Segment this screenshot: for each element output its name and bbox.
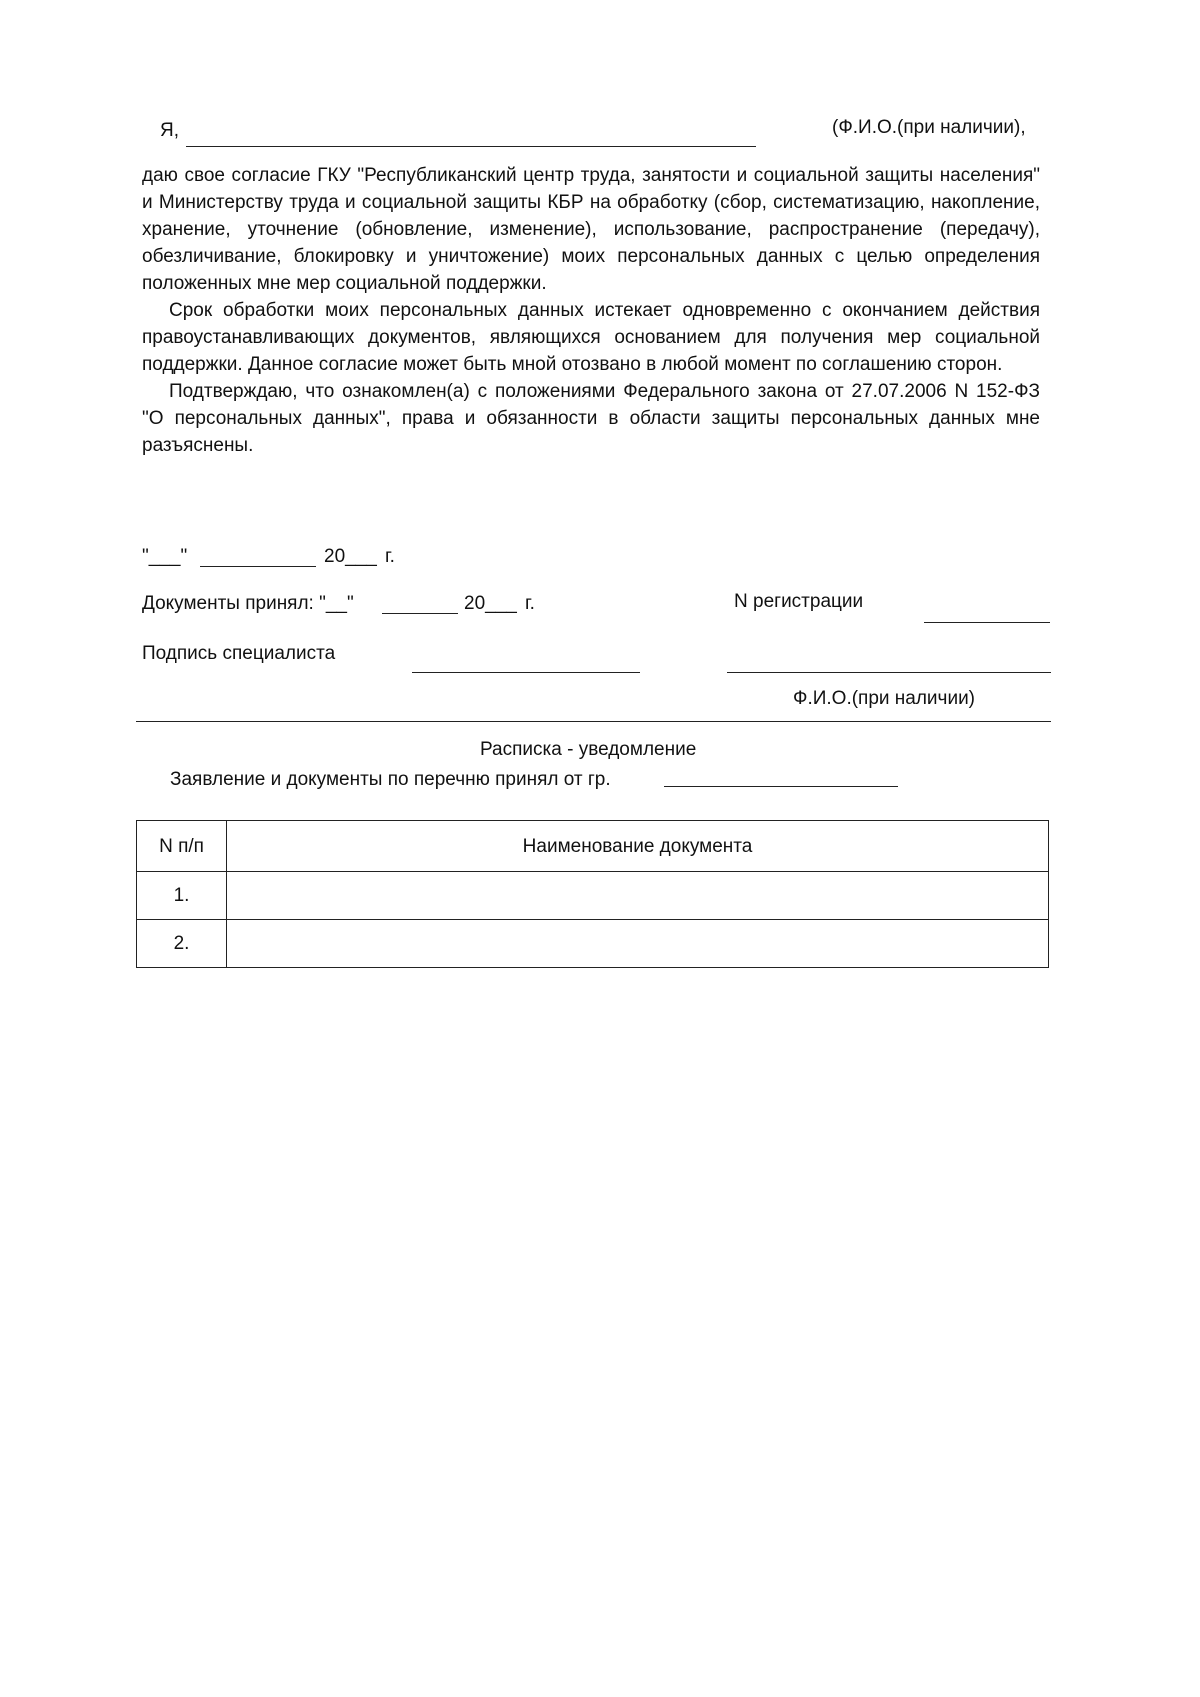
row-number: 2. bbox=[137, 920, 227, 968]
accepted-year-suffix: г. bbox=[525, 593, 535, 614]
signature-blank bbox=[412, 672, 640, 673]
header-document-name: Наименование документа bbox=[227, 821, 1049, 872]
table-header-row bbox=[137, 821, 1049, 872]
receipt-text: Заявление и документы по перечню принял от гр. bbox=[170, 769, 611, 790]
date-year-suffix: г. bbox=[385, 546, 395, 567]
consent-text-block bbox=[142, 162, 1040, 459]
term-paragraph: Срок обработки моих персональных данных истекает одновременно с окончанием действия правоустанавливающих документов, являющихся основанием для получения мер социальной поддержки. Данное согласие может быть мной отозвано в любой момент по соглашению сторон. bbox=[142, 300, 1040, 375]
date-day-label: "___" bbox=[142, 546, 188, 567]
table-row bbox=[137, 920, 1049, 968]
row-number: 1. bbox=[137, 872, 227, 920]
fio-hint-label: (Ф.И.О.(при наличии), bbox=[832, 117, 1026, 138]
documents-table bbox=[136, 820, 1049, 968]
receipt-name-blank bbox=[664, 786, 898, 787]
ya-label: Я, bbox=[160, 120, 179, 141]
section-divider bbox=[136, 721, 1051, 722]
table-row bbox=[137, 872, 1049, 920]
signature-label: Подпись специалиста bbox=[142, 643, 336, 664]
header-number: N п/п bbox=[137, 821, 227, 872]
accepted-month-blank bbox=[382, 613, 458, 614]
registration-label: N регистрации bbox=[734, 591, 864, 612]
confirm-paragraph: Подтверждаю, что ознакомлен(а) с положениями Федерального закона от 27.07.2006 N 152-ФЗ "О персональных данных", права и обязанности в области защиты персональных данных мне разъяснены. bbox=[142, 381, 1040, 456]
date-month-blank bbox=[200, 566, 316, 567]
row-document-name bbox=[227, 872, 1049, 920]
accepted-year-label: 20___ bbox=[464, 593, 517, 614]
specialist-fio-hint: Ф.И.О.(при наличии) bbox=[793, 688, 976, 709]
specialist-name-blank bbox=[727, 672, 1051, 673]
receipt-title: Расписка - уведомление bbox=[480, 739, 697, 760]
date-year-label: 20___ bbox=[324, 546, 377, 567]
row-document-name bbox=[227, 920, 1049, 968]
fio-blank-line bbox=[186, 146, 756, 147]
registration-blank bbox=[924, 622, 1050, 623]
consent-paragraph: даю свое согласие ГКУ "Республиканский центр труда, занятости и социальной защиты населения" и Министерству труда и социальной защиты КБР на обработку (сбор, систематизацию, накопление, хранение, уточнение (обновление, изменение), использование, распространение (передачу), обезличивание, блокировку и уничтожение) моих персональных данных с целью определения положенных мне мер социальной поддержки. bbox=[142, 165, 1040, 294]
accepted-label: Документы принял: "__" bbox=[142, 593, 354, 614]
